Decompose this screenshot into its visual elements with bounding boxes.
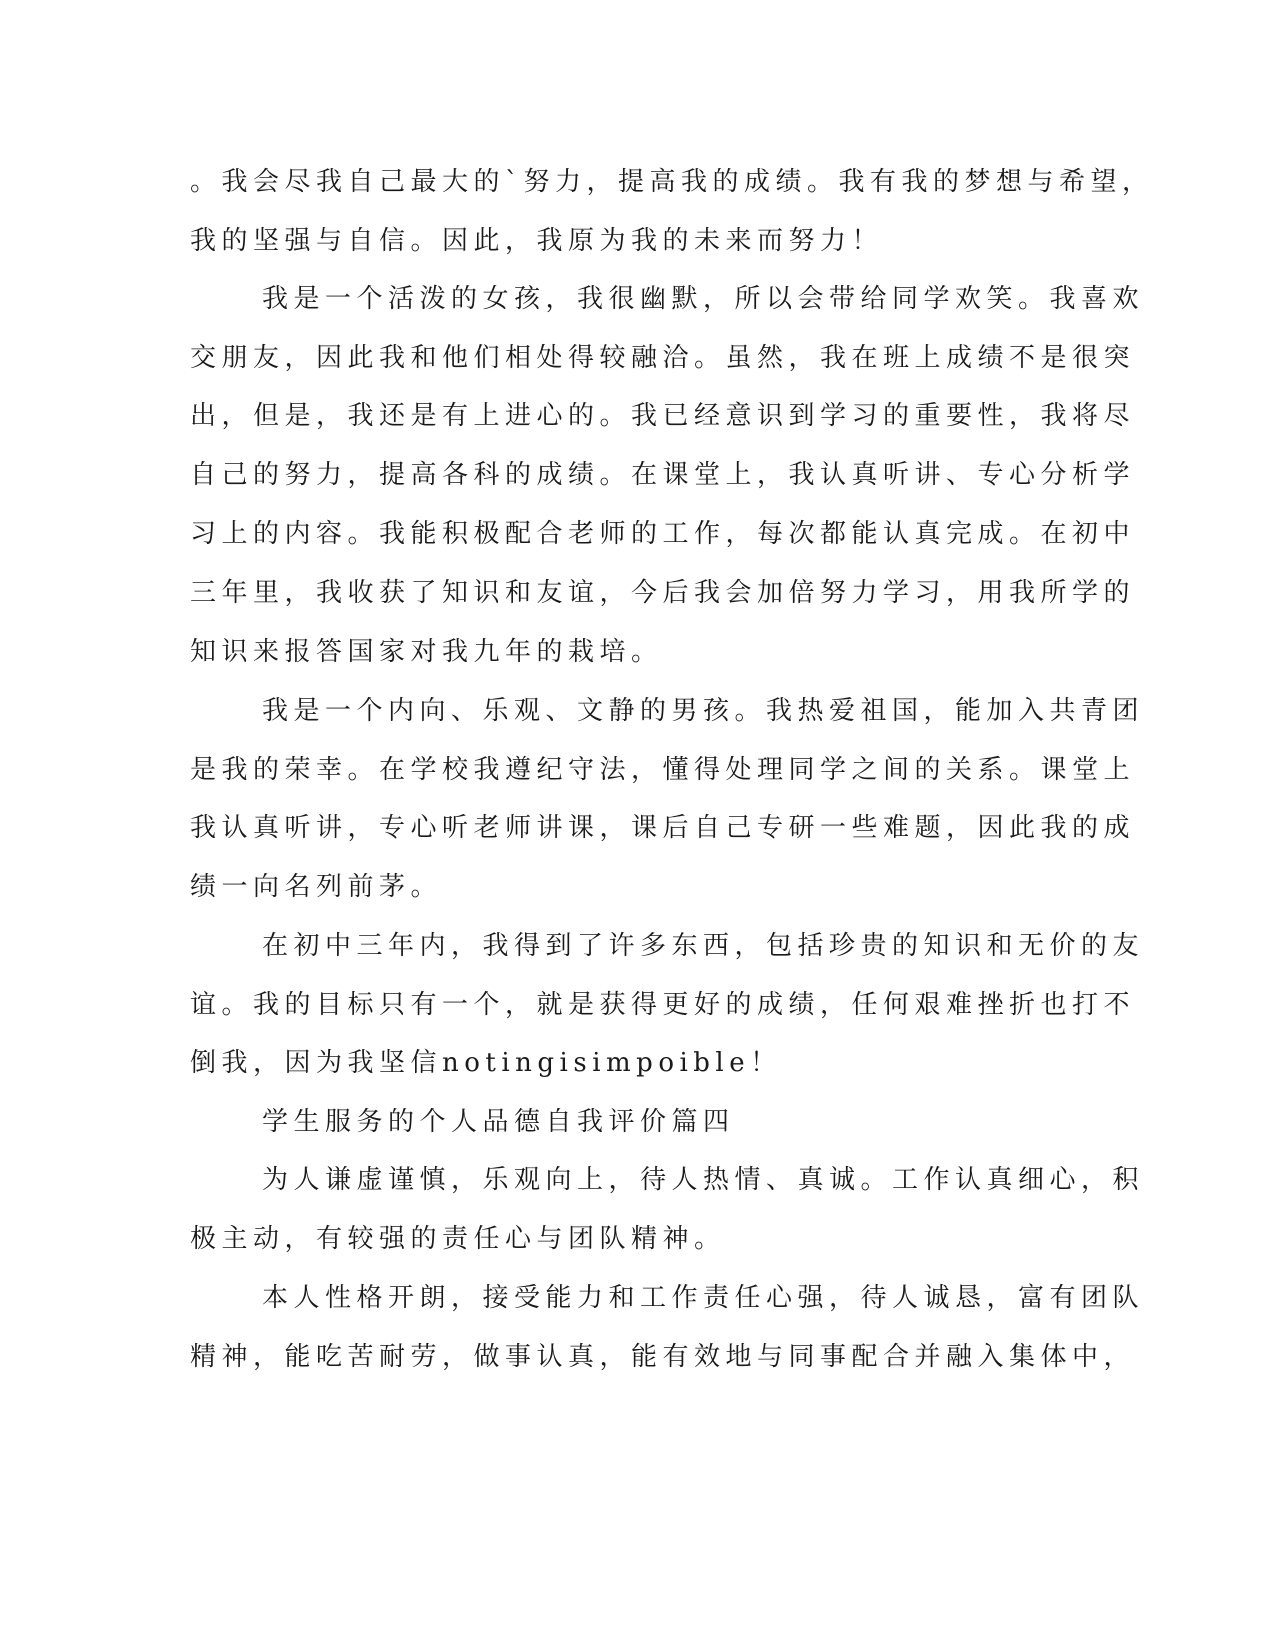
- text-line: 三年里，我收获了知识和友谊，今后我会加倍努力学习，用我所学的: [190, 578, 1136, 608]
- text-line: 。我会尽我自己最大的`努力，提高我的成绩。我有我的梦想与希望，: [190, 167, 1154, 197]
- text-line: 知识来报答国家对我九年的栽培。: [190, 637, 663, 667]
- text-line: 我认真听讲，专心听老师讲课，课后自己专研一些难题，因此我的成: [190, 813, 1136, 843]
- text-line: 交朋友，因此我和他们相处得较融洽。虽然，我在班上成绩不是很突: [190, 343, 1136, 373]
- text-line: 绩一向名列前茅。: [190, 872, 443, 902]
- text-line: 极主动，有较强的责任心与团队精神。: [190, 1224, 726, 1254]
- section-heading: 学生服务的个人品德自我评价篇四: [262, 1107, 735, 1137]
- text-line: 出，但是，我还是有上进心的。我已经意识到学习的重要性，我将尽: [190, 401, 1136, 431]
- text-line: 自己的努力，提高各科的成绩。在课堂上，我认真听讲、专心分析学: [190, 460, 1136, 490]
- text-line: 谊。我的目标只有一个，就是获得更好的成绩，任何艰难挫折也打不: [190, 990, 1136, 1020]
- paragraph-start-line: 为人谦虚谨慎，乐观向上，待人热情、真诚。工作认真细心，积: [262, 1165, 1145, 1195]
- paragraph-start-line: 在初中三年内，我得到了许多东西，包括珍贵的知识和无价的友: [262, 931, 1145, 961]
- paragraph-start-line: 本人性格开朗，接受能力和工作责任心强，待人诚恳，富有团队: [262, 1283, 1145, 1313]
- text-line: 是我的荣幸。在学校我遵纪守法，懂得处理同学之间的关系。课堂上: [190, 755, 1136, 785]
- text-line: 习上的内容。我能积极配合老师的工作，每次都能认真完成。在初中: [190, 519, 1136, 549]
- text-line: 我的坚强与自信。因此，我原为我的未来而努力！: [190, 226, 884, 256]
- text-line: 精神，能吃苦耐劳，做事认真，能有效地与同事配合并融入集体中，: [190, 1342, 1136, 1372]
- paragraph-start-line: 我是一个内向、乐观、文静的男孩。我热爱祖国，能加入共青团: [262, 696, 1145, 726]
- paragraph-start-line: 我是一个活泼的女孩，我很幽默，所以会带给同学欢笑。我喜欢: [262, 284, 1145, 314]
- text-line: 倒我，因为我坚信notingisimpoible！: [190, 1048, 782, 1078]
